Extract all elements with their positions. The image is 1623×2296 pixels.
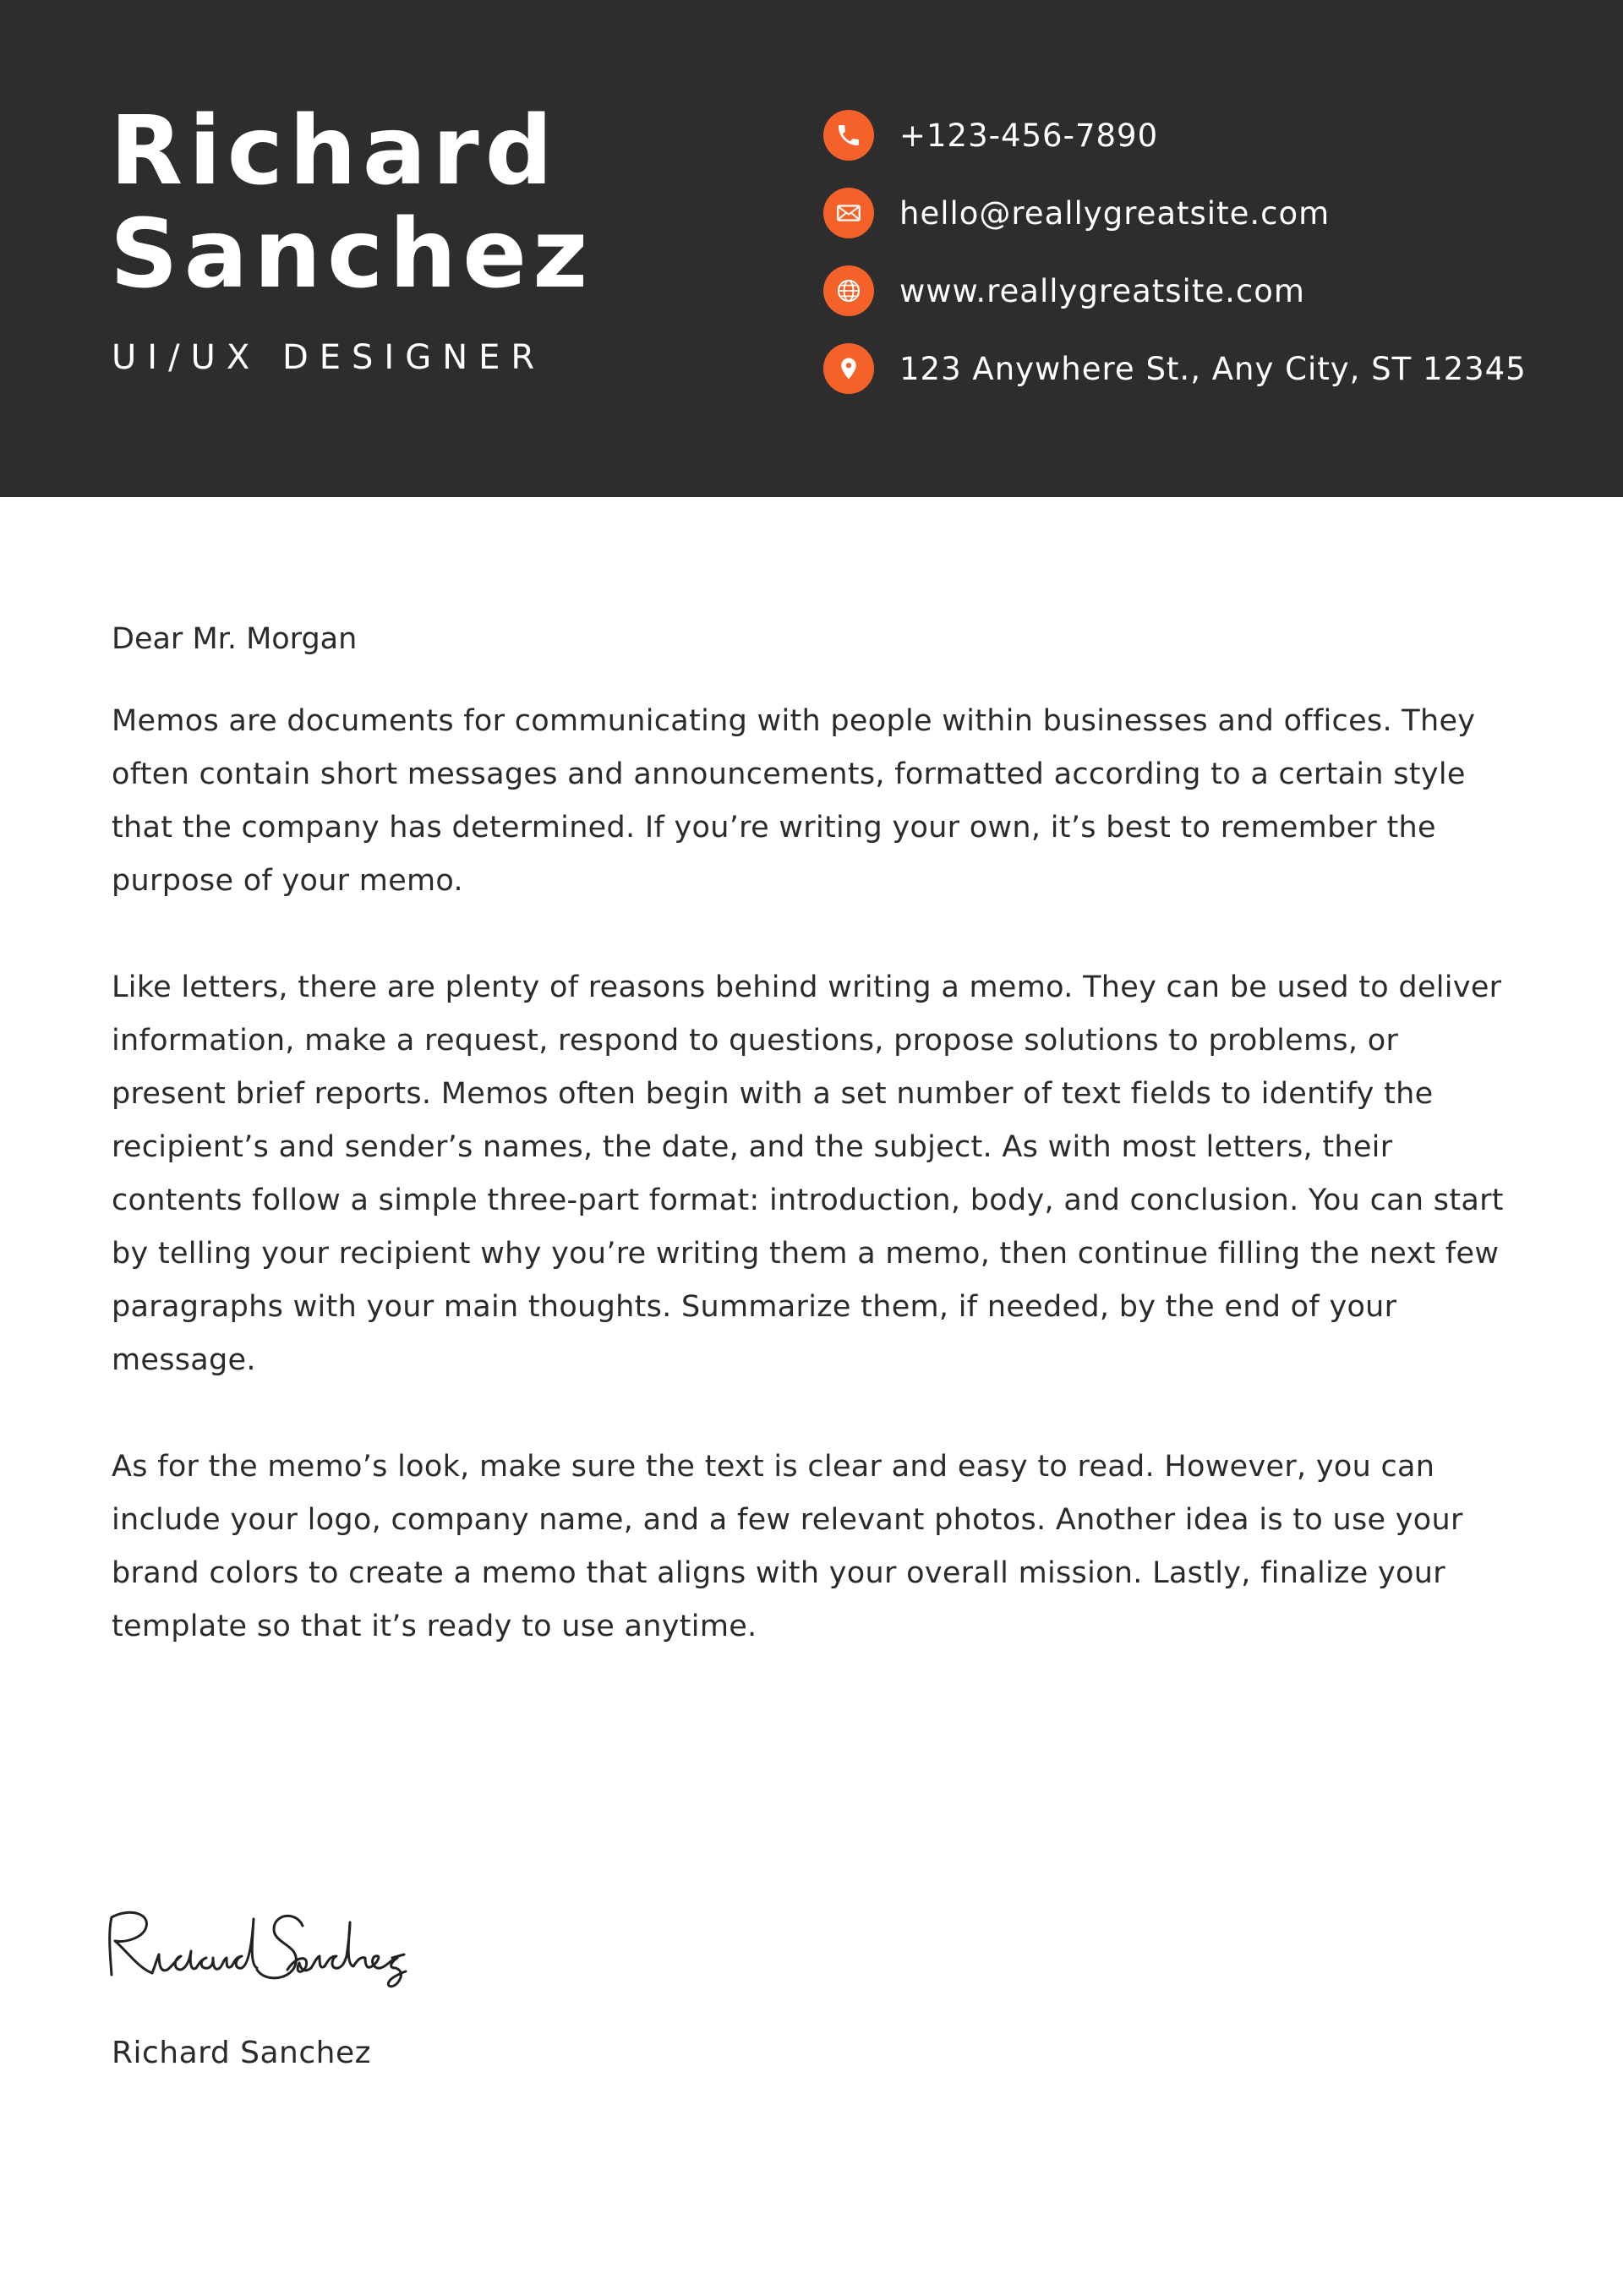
contact-website — [823, 265, 1527, 316]
paragraph-3: As for the memo’s look, make sure the text is clear and easy to read. However, you can include your logo, company name, and a few relevant photos. Another idea is to use your brand colors to create a memo that aligns with your overall mission. Lastly, finalize your template so that it’s ready to use anytime. — [112, 1450, 1463, 1643]
contact-list — [823, 110, 1527, 421]
email-text: hello@reallygreatsite.com — [899, 194, 1331, 232]
salutation: Dear Mr. Morgan — [112, 622, 358, 656]
letter-body — [112, 617, 1515, 1707]
contact-email — [823, 188, 1527, 238]
location-pin-icon — [823, 343, 874, 394]
paragraph-1: Memos are documents for communicating with people within businesses and offices. They often contain short messages and announcements, formatted according to a certain style that the company has determined. If you’re writing your own, it’s best to remember the purpose of your memo. — [112, 704, 1476, 898]
address-text: 123 Anywhere St., Any City, ST 12345 — [899, 350, 1527, 387]
phone-text: +123-456-7890 — [899, 117, 1159, 154]
last-name: Sanchez — [110, 200, 594, 309]
contact-address — [823, 343, 1527, 394]
contact-phone — [823, 110, 1527, 161]
email-icon — [823, 188, 874, 238]
phone-icon — [823, 110, 874, 161]
first-name: Richard — [110, 96, 559, 206]
handwritten-signature — [100, 1902, 438, 1998]
globe-icon — [823, 265, 874, 316]
header-banner — [0, 0, 1623, 497]
paragraph-2: Like letters, there are plenty of reasons behind writing a memo. They can be used to deliver information, make a request, respond to questions, propose solutions to problems, or present brief reports. Memos often begin with a set number of text fields to identify the recipient’s and sender’s names, the date, and the subject. As with most letters, their contents follow a simple three-part format: introduction, body, and conclusion. You can start by telling your recipient why you’re writing them a memo, then continue filling the next few paragraphs with your main thoughts. Summarize them, if needed, by the end of your message. — [112, 970, 1504, 1377]
signer-name: Richard Sanchez — [112, 2036, 372, 2070]
website-text: www.reallygreatsite.com — [899, 272, 1305, 309]
job-title: UI/UX DESIGNER — [112, 338, 546, 377]
applicant-name — [110, 96, 594, 309]
